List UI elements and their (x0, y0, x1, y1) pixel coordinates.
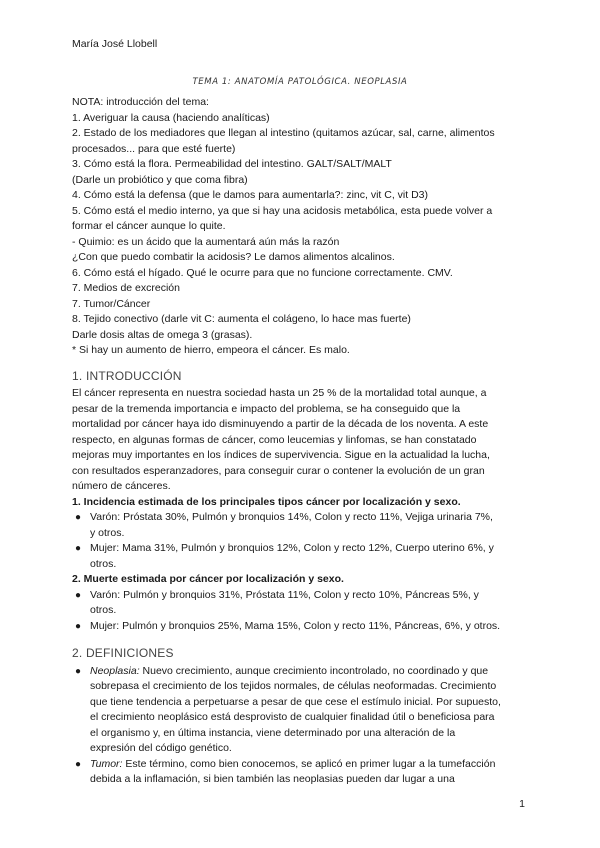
list-item (72, 510, 532, 541)
list-item-line: el crecimiento neoplásico está desprovisto de cualquier finalidad útil o beneficiosa para (90, 711, 495, 723)
document-body (72, 95, 532, 788)
subheading-muerte: 2. Muerte estimada por cáncer por localización y sexo. (72, 573, 344, 585)
definition-text: Nuevo crecimiento, aunque crecimiento incontrolado, no coordinado y que (139, 664, 489, 677)
page-number: 1 (519, 798, 525, 810)
definition-text: Este término, como bien conocemos, se aplicó en primer lugar a la tumefacción (122, 757, 496, 770)
bullet-icon: ● (75, 758, 82, 770)
nota-block (72, 95, 532, 359)
paragraph-line: respecto, en algunas formas de cáncer, como leucemias y linfomas, se han constatado (72, 433, 477, 446)
list-item-line: Mujer: Mama 31%, Pulmón y bronquios 12%, Colon y recto 12%, Cuerpo uterino 6%, y (90, 542, 494, 554)
paragraph-line: El cáncer representa en nuestra sociedad hasta un 25 % de la mortalidad total aunque, a (72, 387, 487, 399)
list-item-line: Varón: Pulmón y bronquios 31%, Próstata 11%, Colon y recto 10%, Páncreas 5%, y (90, 588, 479, 601)
list-item-line: sobrepasa el crecimiento de los tejidos normales, de células neoformadas. Crecimiento (90, 680, 497, 692)
paragraph-line: número de cánceres. (72, 480, 171, 492)
paragraph-line: mejoras muy importantes en los índices de supervivencia. Sigue en la actualidad la lucha, (72, 449, 490, 461)
nota-line: 5. Cómo está el medio interno, ya que si hay una acidosis metabólica, esta puede volver a (72, 204, 493, 217)
list-item (72, 588, 532, 619)
muerte-list (72, 588, 532, 635)
nota-line: - Quimio: es un ácido que la aumentará aún más la razón (72, 235, 340, 248)
nota-line: formar el cáncer aunque lo quite. (72, 220, 226, 232)
list-item-line: expresión del código genético. (90, 742, 232, 754)
list-item-line: que tiene tendencia a perpetuarse a pesar de que cese el estímulo inicial. Por supuesto, (90, 695, 501, 708)
list-item-line: y otros. (90, 526, 125, 539)
nota-line: 6. Cómo está el hígado. Qué le ocurre para que no funcione correctamente. CMV. (72, 266, 453, 279)
list-item-line: el organismo y, en última instancia, viene determinado por una alteración de la (90, 726, 456, 739)
bullet-icon: ● (75, 512, 82, 523)
section-heading-introduccion: 1. INTRODUCCIÓN (72, 368, 182, 383)
list-item (72, 619, 532, 635)
author-header: María José Llobell (72, 38, 158, 50)
nota-line: ¿Con que puedo combatir la acidosis? Le damos alimentos alcalinos. (72, 251, 395, 263)
paragraph-line: pesar de la tremenda importancia e impacto del problema, se ha conseguido que la (72, 402, 461, 415)
definiciones-list (72, 664, 532, 788)
intro-paragraph (72, 386, 532, 495)
list-item-line (90, 757, 532, 773)
nota-line: * Si hay un aumento de hierro, empeora el cáncer. Es malo. (72, 344, 350, 356)
paragraph-line: mortalidad por cáncer haya ido disminuyendo a partir de la década de los noventa. A este (72, 418, 489, 430)
nota-line: 2. Estado de los mediadores que llegan al intestino (quitamos azúcar, sal, carne, alimentos (72, 127, 495, 139)
bullet-icon: ● (75, 665, 82, 677)
bullet-icon: ● (75, 543, 82, 554)
incidencia-list (72, 510, 532, 572)
term-neoplasia: Neoplasia: (90, 664, 140, 677)
list-item-line (90, 664, 532, 680)
list-item-line: otros. (90, 604, 117, 616)
bullet-icon: ● (75, 589, 82, 601)
list-item-line: Mujer: Pulmón y bronquios 25%, Mama 15%, Colon y recto 11%, Páncreas, 6%, y otros. (90, 619, 501, 632)
paragraph-line: con resultados esperanzadores, para conseguir curar o contener la evolución de un gran (72, 464, 485, 477)
nota-line: 3. Cómo está la flora. Permeabilidad del intestino. GALT/SALT/MALT (72, 158, 392, 170)
term-tumor: Tumor: (90, 757, 123, 770)
list-item (72, 757, 532, 788)
list-item (72, 664, 532, 757)
bullet-icon: ● (75, 620, 82, 632)
nota-line: 1. Averiguar la causa (haciendo analíticas) (72, 111, 270, 124)
nota-line: NOTA: introducción del tema: (72, 96, 209, 108)
page-title: TEMA 1: ANATOMÍA PATOLÓGICA. NEOPLASIA (192, 77, 408, 87)
nota-line: 4. Cómo está la defensa (que le damos para aumentarla?: zinc, vit C, vit D3) (72, 189, 429, 201)
nota-line: 8. Tejido conectivo (darle vit C: aumenta el colágeno, lo hace mas fuerte) (72, 313, 411, 325)
subheading-incidencia: 1. Incidencia estimada de los principales tipos cáncer por localización y sexo. (72, 495, 461, 508)
list-item-line: debida a la inflamación, si bien también las neoplasias pueden dar lugar a una (90, 773, 455, 785)
nota-line: 7. Tumor/Cáncer (72, 297, 151, 310)
nota-line: (Darle un probiótico y que coma fibra) (72, 173, 248, 186)
list-item-line: Varón: Próstata 30%, Pulmón y bronquios 14%, Colon y recto 11%, Vejiga urinaria 7%, (90, 511, 493, 523)
section-heading-definiciones: 2. DEFINICIONES (72, 646, 174, 660)
list-item-line: otros. (90, 557, 117, 570)
nota-line: 7. Medios de excreción (72, 282, 180, 294)
list-item (72, 541, 532, 572)
nota-line: procesados... para que esté fuerte) (72, 142, 236, 155)
nota-line: Darle dosis altas de omega 3 (grasas). (72, 328, 253, 341)
